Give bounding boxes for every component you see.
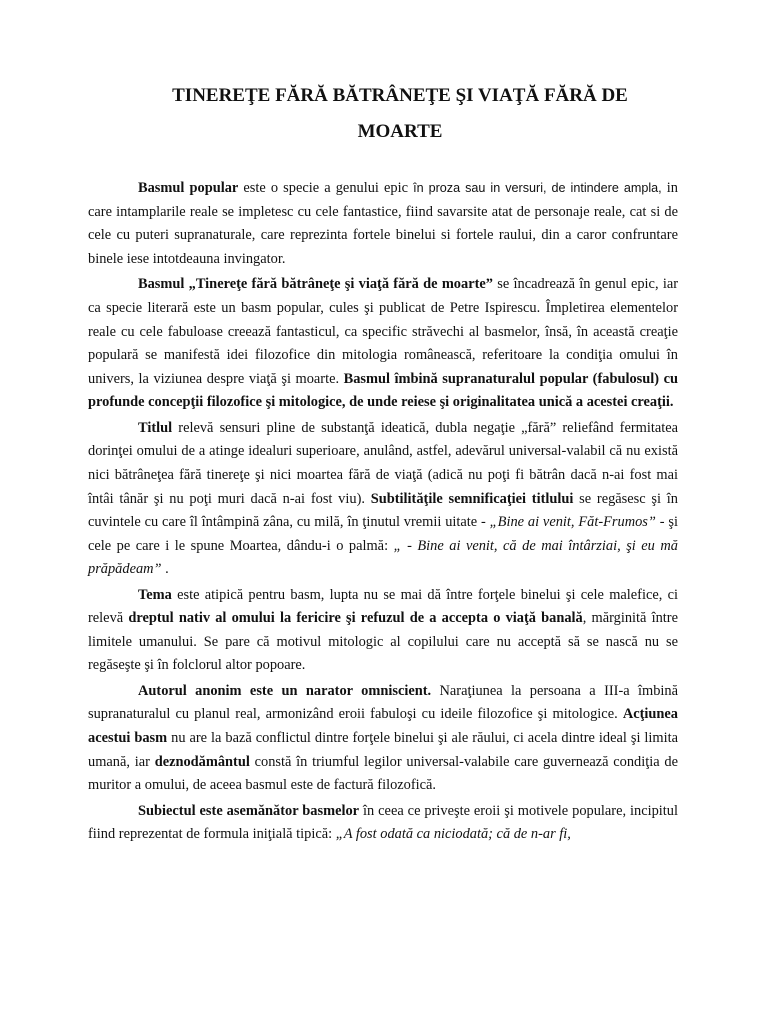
text-run: constă în triumful legilor universal-valabile care guvernează condiţia de muritor a omului, de aceea basmul este de factură filozofică. (88, 753, 678, 794)
text-run: Naraţiunea la persoana a III-a îmbină supranaturalul cu planul real, armonizând eroii fabuloşi cu ideile filozofice şi mitologice. (88, 682, 678, 723)
italic-quote: „ - Bine ai venit, că de mai întârziai, şi eu mă prăpădeam” (88, 537, 678, 578)
text-run: , mărginită între limitele umanului. Se pare că motivul mitologic al copilului care nu acceptă să se nască nu se regăseşte şi în folclorul altor popoare. (88, 610, 678, 674)
text-run: se încadrează în genul epic, iar ca specie literară este un basm popular, cules şi publicat de Petre Ispirescu. Împletirea elementelor reale cu cele fabuloase creează fantasticul, ca specific străvechi al basmelor, însă, în această creaţie populară se manifestă idei filozofice din mitologia românească, referitoare la condiţia omului în univers, la viziunea despre viaţă şi moarte. (88, 276, 678, 387)
document-body (88, 177, 678, 849)
title-line-1: TINEREŢE FĂRĂ BĂTRÂNEŢE ŞI VIAŢĂ FĂRĂ DE (172, 85, 628, 106)
italic-quote: „Bine ai venit, Făt-Frumos” (489, 514, 656, 531)
paragraph-titlul (88, 417, 678, 582)
paragraph-basmul-tinerete (88, 273, 678, 415)
bold-phrase: Basmul „Tinereţe fără bătrâneţe şi viaţă fără de moarte” (138, 276, 493, 293)
text-run: este atipică pentru basm, lupta nu se mai dă între forţele binelui şi cele malefice, ci relevă (88, 586, 678, 627)
text-run: in care intamplarile reale se impletesc cu cele fantastice, fiind savarsite atat de personaje reale, cat si de cele cu puteri supranaturale, care reprezinta fortele binelui si fortele raului, din a caror confruntare binele iese intotdeauna invingator. (88, 180, 678, 267)
text-run: este o specie a genului epic (238, 180, 414, 196)
paragraph-tema (88, 584, 678, 678)
paragraph-subiectul (88, 800, 678, 847)
document-title (100, 78, 700, 150)
bold-phrase: Subtilităţile semnificaţiei titlului (370, 490, 574, 507)
text-run: - şi cele pe care i le spune Moartea, dându-i o palmă: (88, 514, 678, 554)
bold-phrase: dreptul nativ al omului la fericire şi refuzul de a accepta o viaţă banală (128, 610, 583, 627)
text-run: relevă sensuri pline de substanţă ideatică, dubla negaţie „fără” reliefând fermitatea dorinţei omului de a atinge idealuri superioare, anulând, astfel, adevărul universal-valabil că nu există nici bătrâneţea fără tinereţe şi nici moartea fără de viaţă (adică nu poţi fi bătrân dacă n-ai fost mai întâi tânăr şi nu poţi muri dacă n-ai fost viu). (88, 419, 678, 507)
paragraph-basmul-popular (88, 177, 678, 271)
bold-phrase: Titlul (138, 419, 173, 436)
bold-phrase: Basmul îmbină supranaturalul popular (fabulosul) cu profunde concepţii filozofice şi mitologice, de unde reiese şi originalitatea unică a acestei creaţii. (88, 370, 678, 411)
bold-phrase: deznodământul (154, 753, 250, 770)
sans-text-run: în proza sau in versuri, de intindere ampla, (413, 181, 662, 195)
bold-phrase: Subiectul este asemănător basmelor (138, 802, 360, 819)
title-line-2: MOARTE (357, 121, 443, 142)
text-run: . (161, 561, 169, 578)
bold-phrase: Acţiunea acestui basm (88, 706, 678, 747)
bold-phrase: Basmul popular (138, 180, 239, 196)
italic-quote: „A fost odată ca niciodată; că de n-ar fi, (335, 826, 571, 843)
text-run: se regăsesc şi în cuvintele cu care îl întâmpină zâna, cu milă, în ţinutul vremii uitate - (88, 490, 678, 531)
text-run: nu are la bază conflictul dintre forţele binelui şi ale răului, ci acela dintre ideal şi limita umană, iar (88, 730, 678, 770)
paragraph-autorul (88, 680, 678, 798)
bold-phrase: Autorul anonim este un narator omniscient. (138, 682, 432, 699)
text-run: în ceea ce priveşte eroii şi motivele populare, incipitul fiind reprezentat de formula iniţială tipică: (88, 802, 678, 843)
bold-phrase: Tema (138, 586, 172, 603)
